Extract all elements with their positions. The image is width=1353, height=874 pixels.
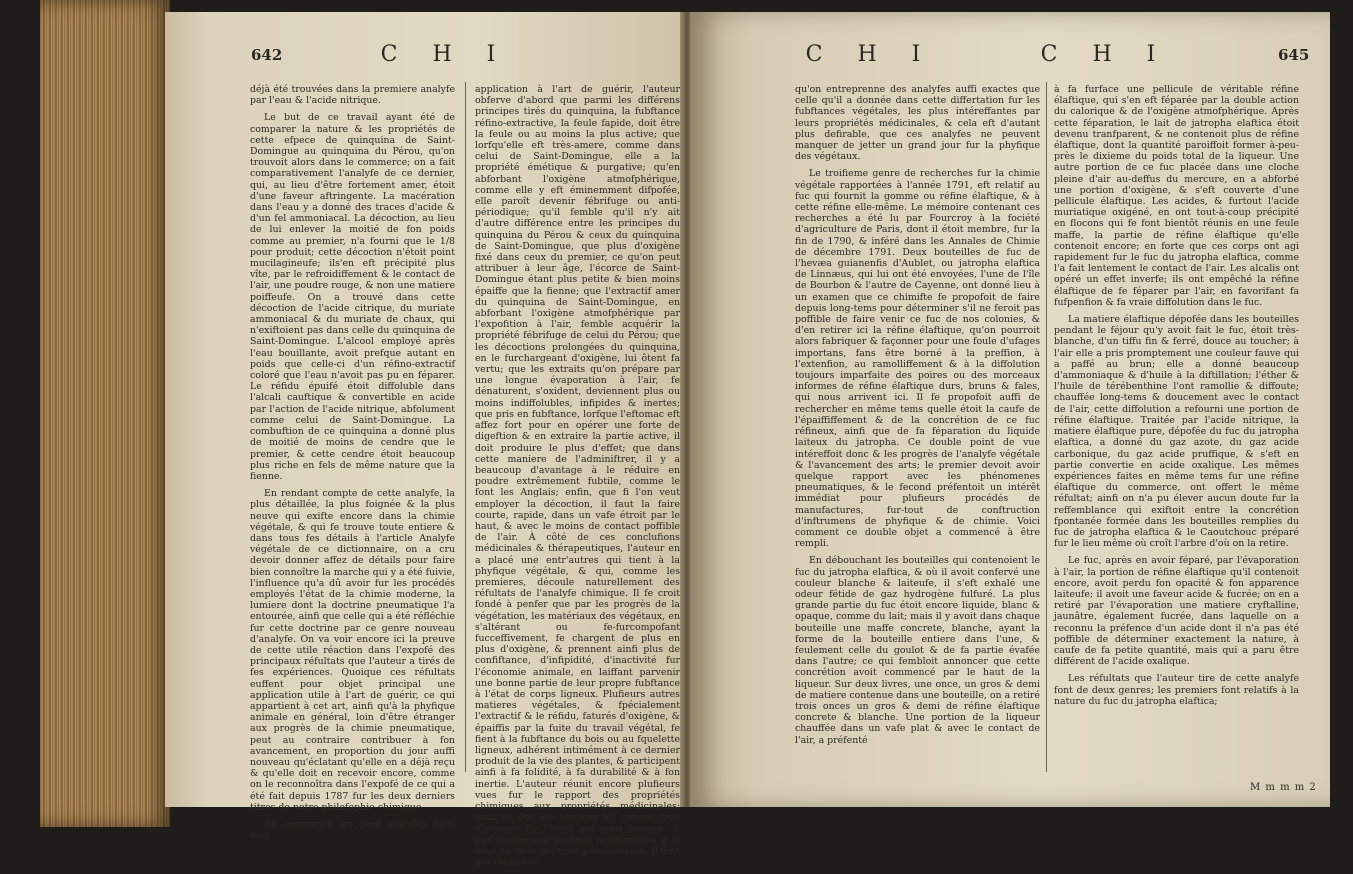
- right-page-header-right: C H I: [1040, 42, 1170, 67]
- paragraph: En comparant les deux analyfes dans leur: [250, 819, 455, 842]
- paragraph: La matiere élaftique dépofée dans les bouteilles pendant le féjour qu'y avoit fait le fuc, étoit très-blanche, d'un tiffu fin & ferré, douce au toucher; à l'air elle a pris promptement une couleur fauve qui a paffé au brun; elle a donné beaucoup d'ammoniaque & d'huile à la diftillation; l'éther & l'huile de térébenthine l'ont ramollie & diffoute; chauffée long-tems & doucement avec le contact de l'air, cette diffolution a refourni une portion de réfine élaftique. Traitée par l'acide nitrique, la matiere élaftique pure, dépofée du fuc du jatropha elaftica, a donné du gaz azote, du gaz acide carbonique, du gaz acide pruffique, & s'eft en partie convertie en acide oxalique. Les mêmes expériences faites en même tems fur une réfine élaftique du commerce, ont offert le même réfultat; ainfi on n'a pu élever aucun doute fur la reffemblance qui exiftoit entre la concrétion fpontanée formée dans les bouteilles remplies du fuc de jatropha elaftica & le Caoutchouc préparé fur le lieu même où croît l'arbre d'où on la retire.: [1054, 314, 1299, 550]
- paragraph: application à l'art de guérir, l'auteur obferve d'abord que parmi les différens principes tirés du quinquina, la fubftance réfino-extractive, la feule fapide, doit être la feule ou au moins la plus active; que lorfqu'elle eft très-amere, comme dans celui de Saint-Domingue, elle a la propriété émétique & purgative; qu'en abforbant l'oxigène atmofphérique, comme elle y eft éminemment difpofée, elle paroît devenir fébrifuge ou anti-périodique; qu'il femble qu'il n'y ait d'autre différence entre les principes du quinquina du Pérou & ceux du quinquina de Saint-Domingue, que plus d'oxigène fixé dans ceux du premier, ce qu'on peut attribuer à leur âge, l'écorce de Saint-Domingue étant plus petite & bien moins épaiffe que la fienne; que l'extractif amer du quinquina de Saint-Domingue, en abforbant l'oxigène atmofphérique par l'expofition à l'air, femble acquérir la propriété fébrifuge de celui du Pérou; que les décoctions prolongées du quinquina, en le furchargeant d'oxigène, lui ôtent fa vertu; que les extraits qu'on prépare par une longue évaporation à l'air, fe dénaturent, s'oxident, deviennent plus ou moins indiffolubles, infipides & inertes; que pris en fubftance, lorfque l'eftomac eft affez fort pour en opérer une forte de digeftion & en extraire la partie active, il doit produire le plus d'effet; que dans cette maniere de l'adminiftrer, il y a beaucoup d'avantage à le réduire en poudre extrêmement fubtile, comme le font les Anglais; enfin, que fi l'on veut employer la décoction, il faut la faire courte, rapide, dans un vafe étroit par le haut, & avec le moins de contact poffible de l'air. À côté de ces conclufions médicinales & thérapeutiques, l'auteur en a placé une entr'autres qui tient à la phyfique végétale, & qui, comme les premieres, découle naturellement des réfultats de l'analyfe chimique. Il fe croit fondé à penfer que par les progrès de la végétation, les matériaux des végétaux, en s'altérant ou fe-furcompofant fucceffivement, fe chargent de plus en plus d'oxigène, & prennent ainfi plus de confiftance, d'infipidité, d'inactivité fur l'économie animale, en laiffant parvenir une bonne partie de leur propre fubftance à l'état de corps ligneux. Plufieurs autres matieres végétales, & fpécialement l'extractif & le réfidu, faturés d'oxigène, & épaiffis par la fuite du travail végétal, fe fient à la fubftance du bois ou au fquelette ligneux, adhérent intimément à ce dernier produit de la vie des plantes, & participent ainfi à fa folidité, à fa durabilité & à fon inertie. L'auteur réunit encore plufieurs vues fur le rapport des propriétés chimiques aux propriétés médicinales; mais on doit les négliger ici, comme trop éloignées de l'objet qui nous occupe, & par conféquent prefque indifférentes à la marche de la doctrine pneumatique. Il finit par fouhaiter: [475, 84, 680, 869]
- paragraph: Les réfultats que l'auteur tire de cette analyfe font de deux genres; les premiers font relatifs à la nature du fuc du jatropha elaftica;: [1054, 673, 1299, 707]
- right-column-2: [1054, 84, 1299, 713]
- paragraph: qu'on entreprenne des analyfes auffi exactes que celle qu'il a donnée dans cette differtation fur les fubftances végétales, les plus intéreffantes par leurs propriétés médicinales, & cela eft d'autant plus defirable, que ces analyfes ne peuvent manquer de jetter un grand jour fur la phyfique des végétaux.: [795, 84, 1040, 163]
- column-separator: [465, 82, 466, 772]
- book-page-edges: [40, 0, 170, 827]
- left-page-number: 642: [251, 46, 283, 64]
- paragraph: déjà été trouvées dans la premiere analyfe par l'eau & l'acide nitrique.: [250, 84, 455, 107]
- right-page: [690, 12, 1330, 807]
- left-page-header: C H I: [380, 42, 510, 67]
- left-column-2: [475, 84, 680, 874]
- signature-mark: M m m m 2: [1250, 782, 1317, 793]
- left-page: [165, 12, 685, 869]
- paragraph: Le but de ce travail ayant été de comparer la nature & les propriétés de cette efpece de quinquina de Saint-Domingue au quinquina du Pérou, qu'on trouvoit alors dans le commerce; on a fait comparativement l'analyfe de ce dernier, qui, au lieu d'être fortement amer, étoit d'une faveur aftringente. La macération dans l'eau y a donné des traces d'acide & d'un fel ammoniacal. La décoction, au lieu de lui enlever la moitié de fon poids comme au premier, n'a fourni que le 1/8 pour produit; cette décoction n'étoit point mucilagineufe; ils'en eft précipité plus vîte, par le refroidiffement & le contact de l'air, une poudre rouge, & non une matiere poiffeufe. On a trouvé dans cette décoction de l'acide citrique, du muriate ammoniacal & du muriate de chaux, qui n'exiftoient pas dans celle du quinquina de Saint-Domingue. L'alcool employé après l'eau bouillante, avoit prefque autant en poids que celle-ci d'un réfino-extractif coloré que l'eau n'avoit pas pu en féparer. Le réfidu épuifé étoit diffoluble dans l'alcali cauftique & convertible en acide par l'action de l'acide nitrique, abfolument comme celui de Saint-Domingue. La combuftion de ce quinquina a donné plus de moitié de moins de cendre que le premier, & cette cendre étoit beaucoup plus riche en fels de même nature que la fienne.: [250, 112, 455, 482]
- paragraph: Le troifieme genre de recherches fur la chimie végétale rapportées à l'année 1791, eft relatif au fuc qui fournit la gomme ou réfine élaftique, & à cette réfine elle-même. Le mémoire contenant ces recherches a été lu par Fourcroy à la fociété d'agriculture de Paris, dont il étoit membre, fur la fin de 1790, & inféré dans les Annales de Chimie de décembre 1791. Deux bouteilles de fuc de l'hevæa guianenfis d'Aublet, ou jatropha elaftica de Linnæus, qui lui ont été envoyées, l'une de l'île de Bourbon & l'autre de Cayenne, ont donné lieu à un examen que ce chimifte fe propofoit de faire depuis long-tems pour déterminer s'il ne feroit pas poffible de faire venir ce fuc de nos colonies, & d'en retirer ici la réfine élaftique, qu'on pourroit alors fabriquer & façonner pour une foule d'ufages importans, fans être borné à la preffion, à l'extenfion, au ramolliffement & à la diffolution toujours imparfaite des poires ou des morceaux informes de réfine élaftique durs, bruns & fales, qui nous arrivent ici. Il fe propofoit auffi de rechercher en même tems quelle étoit la caufe de l'épaiffiffement & de la concrétion de ce fuc réfineux, ainfi que de fa féparation du liquide laiteux du jatropha. Ce double point de vue intéreffoit donc & les progrès de l'analyfe végétale & l'avancement des arts; le premier devoit avoir quelque rapport avec les phénomenes pneumatiques, & le fecond préfentoit un intérêt immédiat pour plufieurs procédés de manufactures, fur-tout de conftruction d'inftrumens de phyfique & de chimie. Voici comment ce double objet a commencé à être rempli.: [795, 168, 1040, 550]
- paragraph: Le fuc, après en avoir féparé, par l'évaporation à l'air, la portion de réfine élaftique qu'il contenoit encore, avoit perdu fon opacité & fon apparence laiteufe; il avoit une faveur acide & fucrée; on en a retiré par l'évaporation une matiere cryftalline, jaunâtre, également fucrée, dans laquelle on a reconnu la préfence d'un acide dont il n'a pas été poffible de déterminer exactement la nature, à caufe de fa petite quantité, mais qui a paru être différent de l'acide oxalique.: [1054, 555, 1299, 668]
- paragraph: En rendant compte de cette analyfe, la plus détaillée, la plus foignée & la plus neuve qui exifte encore dans la chimie végétale, & qui fe trouve toute entiere & dans tous fes détails à l'article Analyfe végétale de ce dictionnaire, on a cru devoir donner affez de détails pour faire bien connoître la marche qui y a été fuivie, l'influence qu'a dû avoir fur les procédés employés l'état de la chimie moderne, la lumiere dont la doctrine pneumatique l'a entourée, ainfi que celle qui a été réfléchie fur cette doctrine par ce genre nouveau d'analyfe. On va voir encore ici la preuve de cette utile réaction dans l'expofé des principaux réfultats que l'auteur a tirés de fes expériences. Quoique ces réfultats euffent pour objet principal une application utile à l'art de guérir, ce qui appartient à cet art, ainfi qu'à la phyfique animale en général, loin d'être étranger aux progrès de la chimie pneumatique, peut au contraire contribuer à fon avancement, en proportion du jour auffi nouveau qu'éclatant qu'elle en a déjà reçu & qu'elle doit en recevoir encore, comme on le reconnoîtra dans l'expofé de ce qui a été fait depuis 1787 fur les deux derniers titres de notre philofophie chimique.: [250, 488, 455, 813]
- right-column-1: [795, 84, 1040, 752]
- right-page-header-left: C H I: [805, 42, 935, 67]
- column-separator: [1046, 82, 1047, 772]
- left-column-1: [250, 84, 455, 847]
- paragraph: En débouchant les bouteilles qui contenoient le fuc du jatropha elaftica, & où il avoit confervé une couleur blanche & laiteufe, il s'eft exhalé une odeur fétide de gaz hydrogène fulfuré. La plus grande partie du fuc étoit encore liquide, blanc & opaque, comme du lait; mais il y avoit dans chaque bouteille une maffe concrete, blanche, ayant la forme de la bouteille entiere dans l'une, & feulement celle du goulot & de fa partie évafée dans l'autre; ce qui fembloit annoncer que cette concrétion avoit commencé par le haut de la liqueur. Sur deux livres, une once, un gros & demi de matiere contenue dans une bouteille, on a retiré trois onces un gros & demi de réfine élaftique concrete & blanche. Une portion de la liqueur chauffée dans un vafe plat & avec le contact de l'air, a préfenté: [795, 555, 1040, 746]
- paragraph: à fa furface une pellicule de véritable réfine élaftique, qui s'en eft féparée par la double action du calorique & de l'oxigène atmofphérique. Après cette féparation, le lait de jatropha elaftica étoit devenu tranfparent, & ne contenoit plus de réfine élaftique, dont la quantité paroiffoit former à-peu-près le dixieme du poids total de la liqueur. Une autre portion de ce fuc placée dans une cloche pleine d'air au-deffus du mercure, en a abforbé une portion d'oxigène, & s'eft couverte d'une pellicule élaftique. Les acides, & furtout l'acide muriatique oxigéné, en ont tout-à-coup précipité en flocons qui fe font bientôt réunis en une feule maffe, la partie de réfine élaftique qu'elle contenoit encore; en forte que ces corps ont agi rapidement fur le fuc du jatropha elaftica, comme l'a fait lentement le contact de l'air. Les alcalis ont opéré un effet inverfe; ils ont empêché la réfine élaftique de fe féparer par l'air, en favorifant fa fufpenfion & fa vraie diffolution dans le fuc.: [1054, 84, 1299, 308]
- right-page-number: 645: [1278, 46, 1310, 64]
